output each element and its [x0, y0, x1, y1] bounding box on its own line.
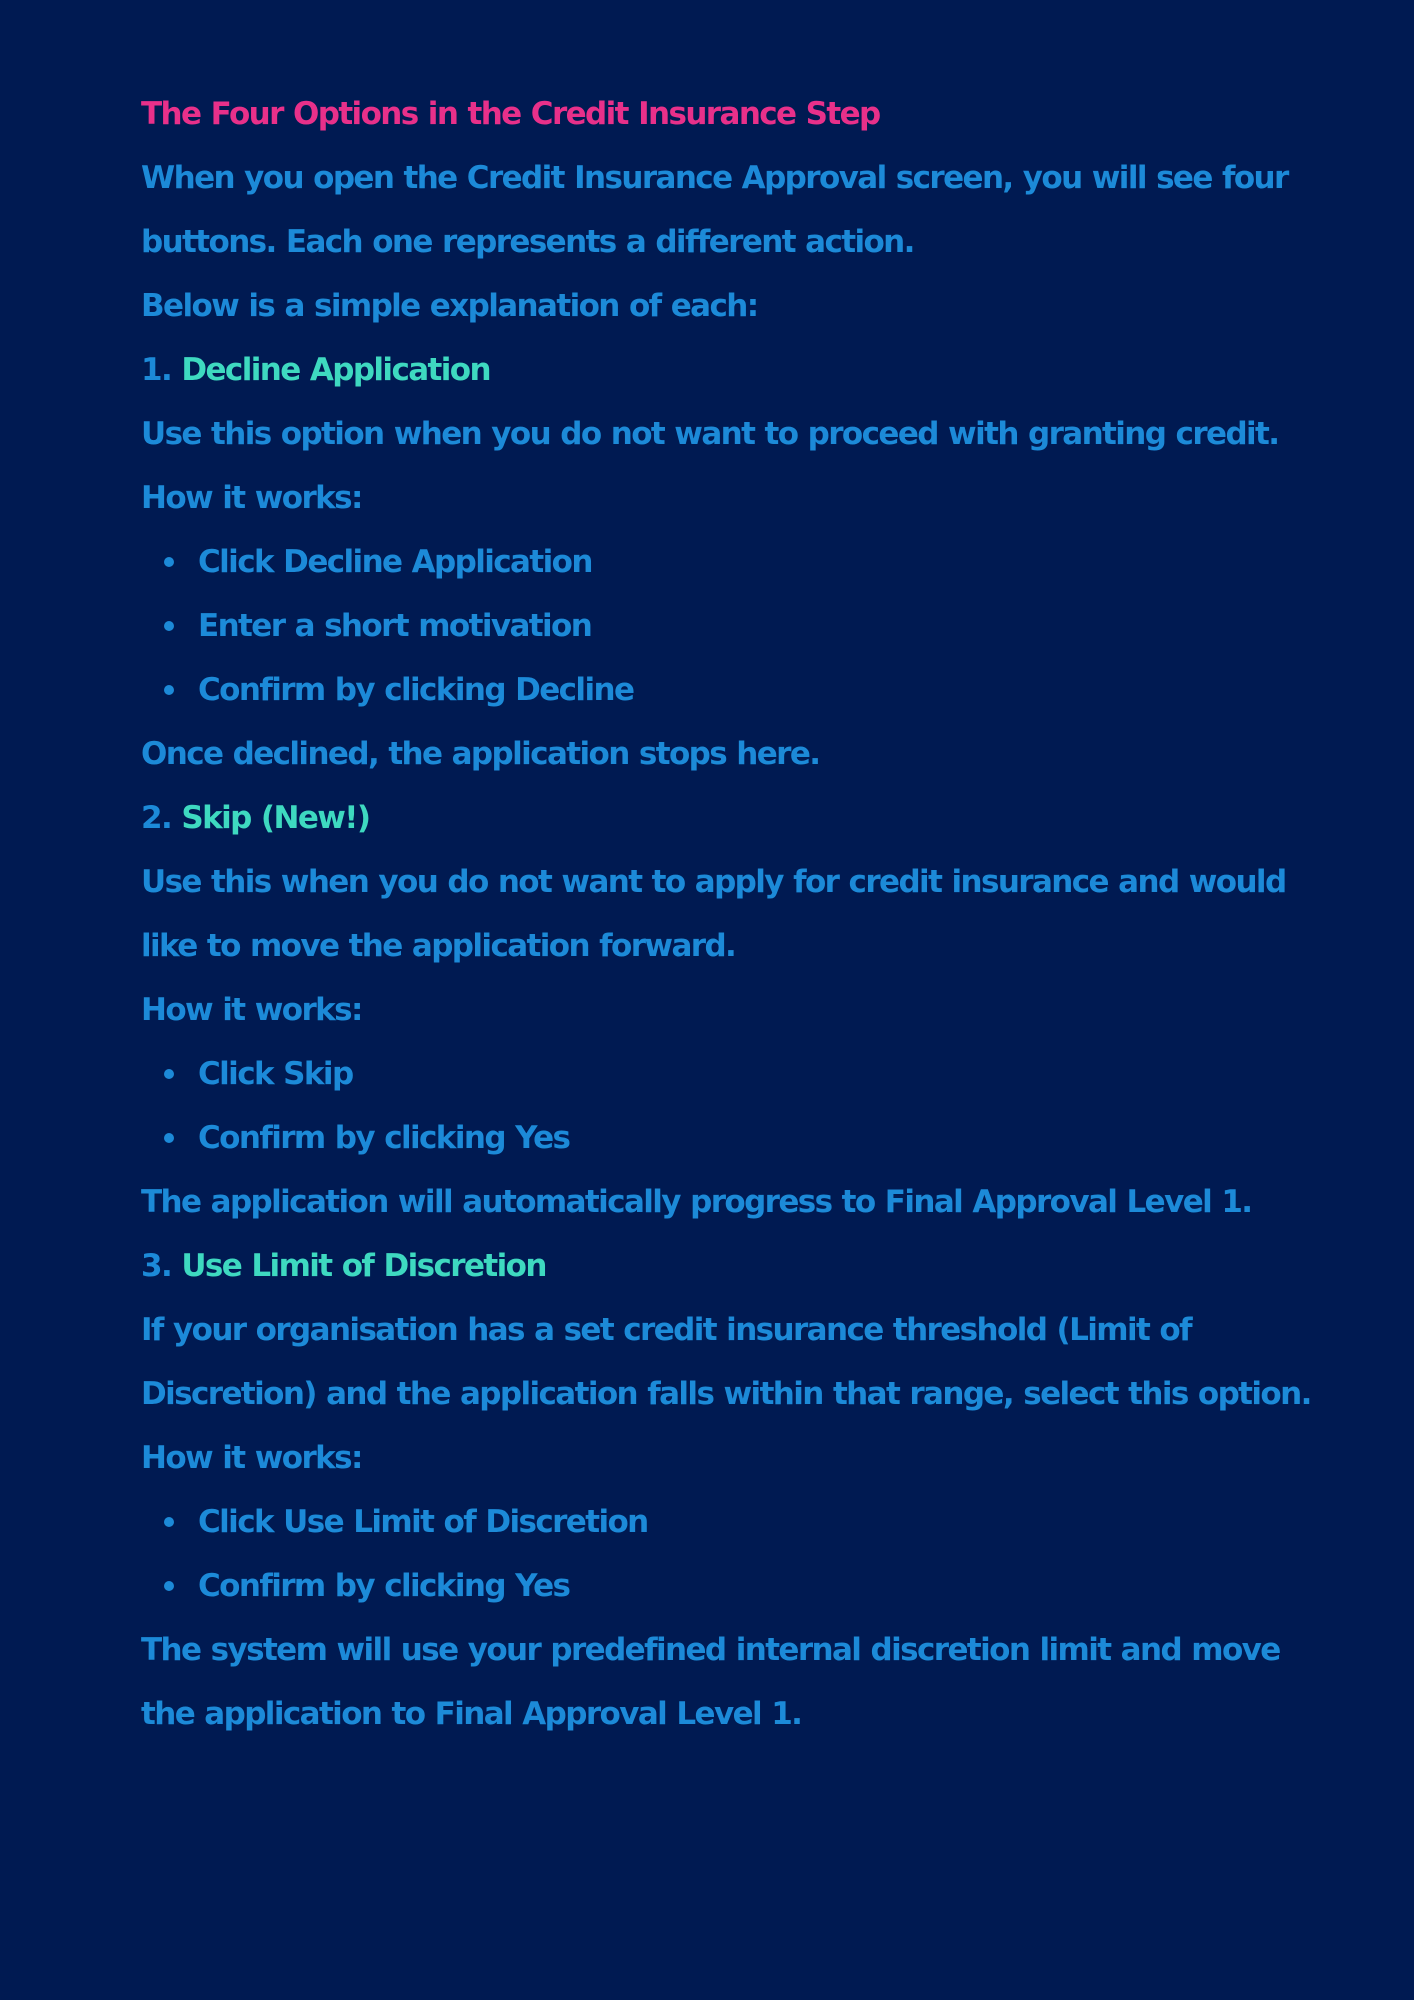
section-outcome: Once declined, the application stops here.	[141, 736, 820, 772]
list-item	[141, 594, 1281, 658]
step-text: Click Decline Application	[198, 544, 592, 580]
how-it-works-label: How it works:	[141, 480, 362, 516]
list-item	[141, 530, 1281, 594]
section-outcome: The system will use your predefined internal discretion limit and move	[141, 1632, 1280, 1668]
bullet-dot-icon	[164, 1517, 174, 1527]
section-name: Decline Application	[181, 352, 490, 388]
section-description: If your organisation has a set credit insurance threshold (Limit of	[141, 1312, 1191, 1348]
list-item	[141, 1042, 1281, 1106]
list-item	[141, 1554, 1281, 1618]
step-text: Confirm by clicking Decline	[198, 672, 634, 708]
bullet-dot-icon	[164, 1069, 174, 1079]
intro-line-2: buttons. Each one represents a different action.	[141, 224, 914, 260]
section-heading	[141, 786, 1281, 850]
section-heading	[141, 1234, 1281, 1298]
section-description: Use this option when you do not want to proceed with granting credit.	[141, 416, 1279, 452]
how-it-works-label: How it works:	[141, 1440, 362, 1476]
section-decline-application	[141, 338, 1281, 786]
section-description: like to move the application forward.	[141, 928, 736, 964]
intro-line-3: Below is a simple explanation of each:	[141, 288, 758, 324]
section-number: 3.	[141, 1248, 172, 1284]
list-item	[141, 658, 1281, 722]
section-number: 1.	[141, 352, 172, 388]
section-description: Discretion) and the application falls within that range, select this option.	[141, 1376, 1311, 1412]
bullet-dot-icon	[164, 621, 174, 631]
step-text: Confirm by clicking Yes	[198, 1568, 570, 1604]
document-body	[141, 82, 1311, 1746]
section-outcome: the application to Final Approval Level 1.	[141, 1696, 802, 1732]
page-title: The Four Options in the Credit Insurance Step	[141, 96, 880, 132]
step-text: Click Skip	[198, 1056, 353, 1092]
section-name: Use Limit of Discretion	[181, 1248, 546, 1284]
list-item	[141, 1490, 1281, 1554]
steps-list	[141, 1042, 1281, 1170]
section-heading	[141, 338, 1281, 402]
intro-line-1: When you open the Credit Insurance Approval screen, you will see four	[141, 160, 1288, 196]
steps-list	[141, 1490, 1281, 1618]
steps-list	[141, 530, 1281, 722]
bullet-dot-icon	[164, 1133, 174, 1143]
section-skip	[141, 786, 1286, 1234]
how-it-works-label: How it works:	[141, 992, 362, 1028]
section-description: Use this when you do not want to apply for credit insurance and would	[141, 864, 1286, 900]
bullet-dot-icon	[164, 1581, 174, 1591]
list-item	[141, 1106, 1281, 1170]
bullet-dot-icon	[164, 685, 174, 695]
step-text: Click Use Limit of Discretion	[198, 1504, 648, 1540]
section-use-limit-of-discretion	[141, 1234, 1311, 1746]
section-name: Skip (New!)	[181, 800, 370, 836]
section-number: 2.	[141, 800, 172, 836]
step-text: Confirm by clicking Yes	[198, 1120, 570, 1156]
section-outcome: The application will automatically progress to Final Approval Level 1.	[141, 1184, 1252, 1220]
step-text: Enter a short motivation	[198, 608, 592, 644]
bullet-dot-icon	[164, 557, 174, 567]
